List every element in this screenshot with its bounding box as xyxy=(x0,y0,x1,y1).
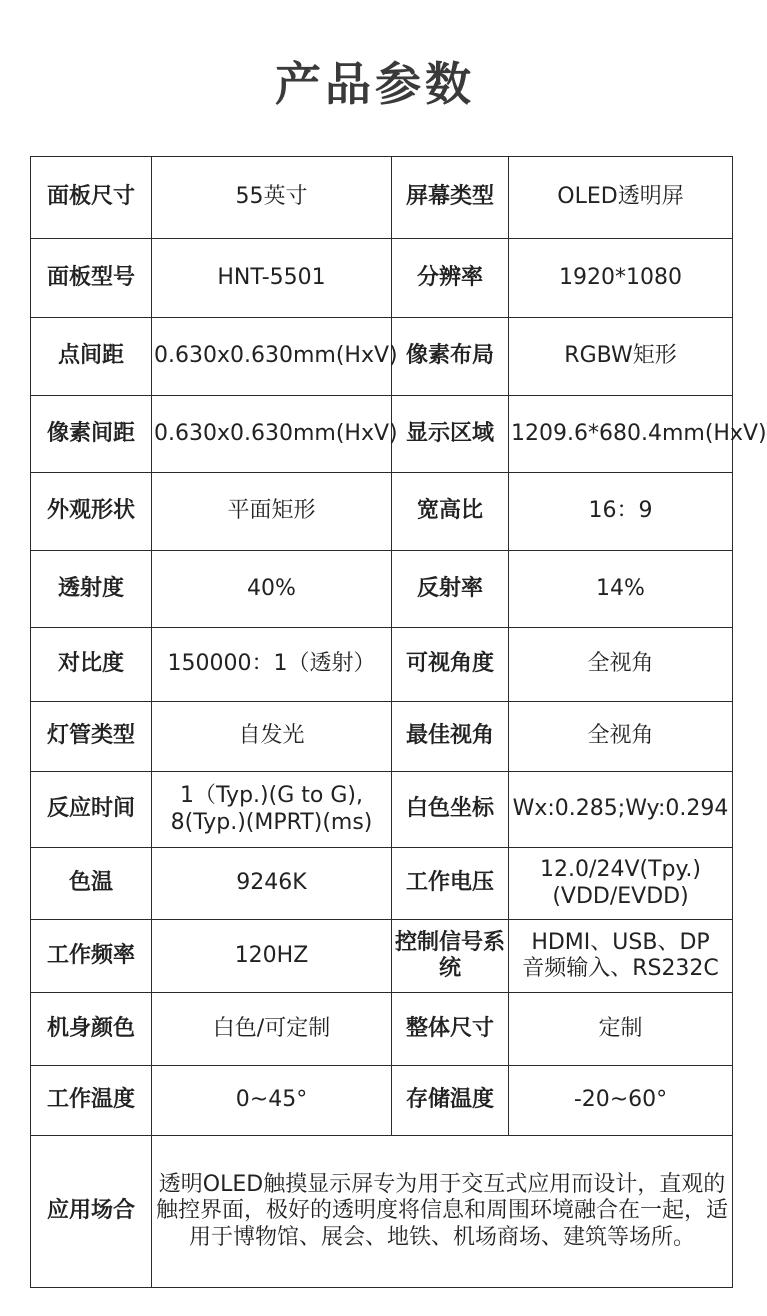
spec-value-line: HDMI、USB、DP xyxy=(531,929,710,955)
application-text: 透明OLED触摸显示屏专为用于交互式应用而设计，直观的触控界面，极好的透明度将信息和周围环境融合在一起，适用于博物馆、展会、地铁、机场商场、建筑等场所。 xyxy=(152,1136,733,1288)
spec-label: 显示区域 xyxy=(392,396,509,473)
spec-label: 透射度 xyxy=(31,551,152,628)
spec-label: 像素布局 xyxy=(392,318,509,396)
spec-label: 机身颜色 xyxy=(31,993,152,1066)
spec-value: 全视角 xyxy=(509,702,733,772)
table-row xyxy=(31,993,733,1066)
spec-value xyxy=(152,772,392,848)
spec-label: 存储温度 xyxy=(392,1066,509,1136)
table-row xyxy=(31,1136,733,1288)
spec-value: 14% xyxy=(509,551,733,628)
table-row xyxy=(31,318,733,396)
spec-value-line: 音频输入、RS232C xyxy=(522,956,719,981)
spec-value: 0.630x0.630mm(HxV) xyxy=(152,318,392,396)
spec-label: 工作温度 xyxy=(31,1066,152,1136)
spec-value: RGBW矩形 xyxy=(509,318,733,396)
table-row xyxy=(31,628,733,702)
spec-value: 0.630x0.630mm(HxV) xyxy=(152,396,392,473)
spec-value: 定制 xyxy=(509,993,733,1066)
spec-value: 120HZ xyxy=(152,920,392,993)
spec-value: 55英寸 xyxy=(152,157,392,239)
spec-label: 面板型号 xyxy=(31,239,152,318)
spec-label: 色温 xyxy=(31,848,152,920)
spec-value: 自发光 xyxy=(152,702,392,772)
spec-value: 9246K xyxy=(152,848,392,920)
spec-label: 整体尺寸 xyxy=(392,993,509,1066)
spec-value: -20~60° xyxy=(509,1066,733,1136)
spec-label: 点间距 xyxy=(31,318,152,396)
table-row xyxy=(31,157,733,239)
spec-value-line: 8(Typ.)(MPRT)(ms) xyxy=(170,809,373,835)
spec-label: 外观形状 xyxy=(31,473,152,551)
table-row xyxy=(31,396,733,473)
spec-table xyxy=(30,156,767,1288)
spec-label: 白色坐标 xyxy=(392,772,509,848)
table-row xyxy=(31,239,733,318)
spec-value: 平面矩形 xyxy=(152,473,392,551)
table-row xyxy=(31,551,733,628)
application-label: 应用场合 xyxy=(31,1136,152,1288)
spec-value: HNT-5501 xyxy=(152,239,392,318)
spec-value xyxy=(509,920,733,993)
spec-value: 白色/可定制 xyxy=(152,993,392,1066)
table-row xyxy=(31,473,733,551)
spec-label: 工作频率 xyxy=(31,920,152,993)
spec-value: 40% xyxy=(152,551,392,628)
table-row xyxy=(31,702,733,772)
spec-value-line: 1（Typ.)(G to G), xyxy=(180,783,363,809)
spec-label: 面板尺寸 xyxy=(31,157,152,239)
spec-value: 0~45° xyxy=(152,1066,392,1136)
spec-value: 全视角 xyxy=(509,628,733,702)
spec-value: 16：9 xyxy=(509,473,733,551)
spec-label: 反应时间 xyxy=(31,772,152,848)
spec-label: 像素间距 xyxy=(31,396,152,473)
spec-label: 可视角度 xyxy=(392,628,509,702)
spec-label: 屏幕类型 xyxy=(392,157,509,239)
table-row xyxy=(31,772,733,848)
spec-value: OLED透明屏 xyxy=(509,157,733,239)
spec-label: 反射率 xyxy=(392,551,509,628)
table-row xyxy=(31,920,733,993)
spec-value: 1920*1080 xyxy=(509,239,733,318)
page-title: 产品参数 xyxy=(275,57,475,111)
spec-value: Wx:0.285;Wy:0.294 xyxy=(509,772,733,848)
spec-label: 控制信号系统 xyxy=(392,920,509,993)
spec-value: 12.0/24V(Tpy.)(VDD/EVDD) xyxy=(509,848,733,920)
table-row xyxy=(31,848,733,920)
spec-label: 宽高比 xyxy=(392,473,509,551)
spec-label: 工作电压 xyxy=(392,848,509,920)
table-row xyxy=(31,1066,733,1136)
spec-label: 最佳视角 xyxy=(392,702,509,772)
spec-label: 对比度 xyxy=(31,628,152,702)
spec-value: 1209.6*680.4mm(HxV) xyxy=(509,396,733,473)
spec-label: 灯管类型 xyxy=(31,702,152,772)
spec-label: 分辨率 xyxy=(392,239,509,318)
spec-value: 150000：1（透射） xyxy=(152,628,392,702)
